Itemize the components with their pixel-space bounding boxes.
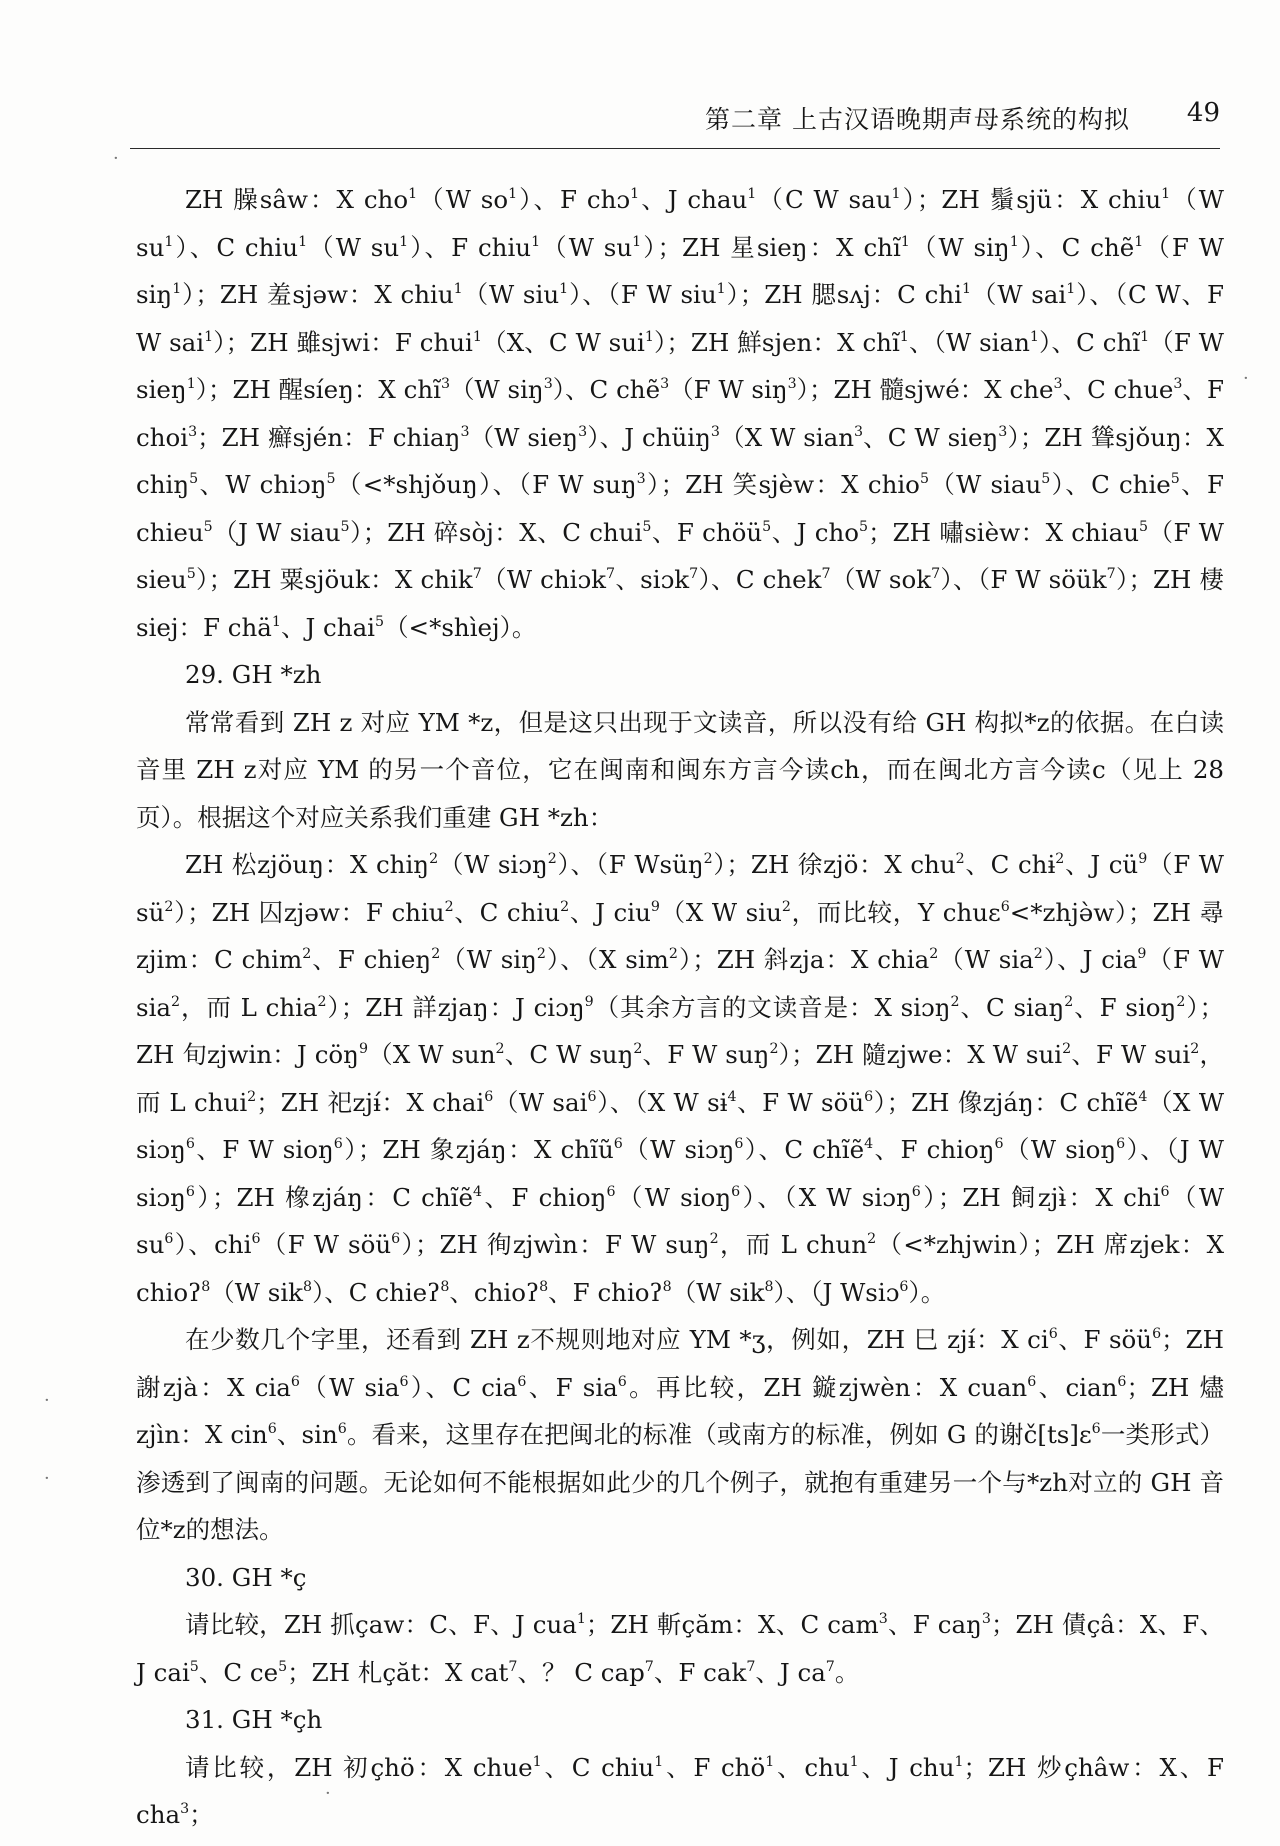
scan-speck: · (44, 1468, 50, 1489)
body-paragraph: 常常看到 ZH z 对应 YM *z，但是这只出现于文读音，所以没有给 GH 构拟*z的依据。在白读音里 ZH z对应 YM 的另一个音位，它在闽南和闽东方言今读ch，而在闽北方言今读c（见上 28 页）。根据这个对应关系我们重建 GH *zh： (136, 707, 1224, 832)
section-heading: 30. GH *ç (185, 1562, 307, 1592)
scan-speck: · (113, 148, 119, 169)
scan-speck: · (44, 1390, 50, 1411)
scan-speck: · (325, 1783, 331, 1804)
body-paragraph: 在少数几个字里，还看到 ZH z不规则地对应 YM *ʒ，例如，ZH 巳 zjɨ́：X $ci^6$、F söü$^6$；ZH 謝zjà：X cia$^6$（W sia$^6$）、C cia$^6$、F sia$^6$。再比较，ZH 鏇zjwèn：X cuan$^6$、cian$^6$；ZH 燼zjìn：X cin$^6$、$\sin^6$。看来，这里存在把闽北的标准（或南方的标准，例如 G 的谢č[ts]ɛ$^6$一类形式）渗透到了闽南的问题。无论如何不能根据如此少的几个例子，就抱有重建另一个与*zh对立的 GH 音位*z的想法。 (136, 1325, 1225, 1544)
page-body (136, 176, 1224, 1839)
chapter-title: 第二章 上古汉语晚期声母系统的构拟 (705, 105, 1130, 134)
running-header (130, 92, 1220, 149)
body-paragraph: 请比较，ZH 抓çaw：C、F、J cua$^1$；ZH 斬çăm：X、C cam$^3$、F caŋ$^3$；ZH 債çâ：X、F、J cai$^5$、C $ce^5$；ZH 札çăt：X cat$^7$、？ C cap$^7$、F cak$^7$、J $ca^7$。 (136, 1610, 1224, 1687)
body-paragraph: 请比较，ZH 初çhö：X chue$^1$、C chiu$^1$、F chö$^1$、chu$^1$、J chu$^1$；ZH 炒çhâw：X、F cha$^3$； (136, 1752, 1225, 1829)
page-number: 49 (1186, 98, 1220, 128)
dialect-entries-paragraph: ZH 松zjöuŋ：X chiŋ$^2$（W siɔŋ$^2$）、（F Wsüŋ$^2$）；ZH 徐zjö：X chu$^2$、C chɨ$^2$、J $cü^9(F$ W $sü^2$）；ZH 囚zjəw：F chiu$^2$、C chiu$^2$、J ciu$^9$（X W siu$^2$，而比较，Y chuɛ$^6$<*zhjə̀w）；ZH 尋zjim：C chim$^2$、F chieŋ$^2$（W siŋ$^2$）、（X sim$^2$）；ZH 斜zja：X chia$^2$（W sia$^2$）、J cia$^9$（F W sia$^2$，而 L chia$^2$）；ZH 詳zjaŋ：J ciɔŋ$^9$（其余方言的文读音是：X siɔŋ$^2$、C siaŋ$^2$、F sioŋ$^2$）；ZH 旬zjwin：J cöŋ$^9$（X W sun$^2$、C W suŋ$^2$、F W suŋ$^2$）；ZH 隨zjwe：X W sui$^2$、F W sui$^2$，而 L chui$^2$；ZH 祀zjɨ́：X chai$^6$（W sai$^6$）、（X W sɨ$^4$、F W söü$^6$）；ZH 像zjáŋ：C chĩẽ$^4$（X W siɔŋ$^6$、F W sioŋ$^6$）；ZH 象zjáŋ：X chĩũ$^6$（W siɔŋ$^6$）、C chĩẽ$^4$、F chioŋ$^6$（W sioŋ$^6$）、（J W siɔŋ$^6$）；ZH 橡zjáŋ：C chĩẽ$^4$、F chioŋ$^6$（W sioŋ$^6$）、（X W siɔŋ$^6$）；ZH 飼zjɨ̀：X chi$^6$（W $su^6$）、chi$^6$（F W söü$^6$）；ZH 徇zjwìn：F W suŋ$^2$，而 L chun$^2$（<*zhjwin）；ZH 席zjek：X chioʔ$^8$（W sik$^8$）、C chieʔ$^8$、chioʔ$^8$、F chioʔ$^8$（W sik$^8$）、（J Wsiɔ$^6$）。 (136, 850, 1225, 1307)
dialect-entries-paragraph: ZH 臊sâw：X cho$^1$（W $so^1$）、F chɔ$^1$、J chau$^1$（C W sau$^1$）；ZH 鬚sjü：X chiu$^1$（W $su^1$）、C chiu$^1$（W $su^1$）、F chiu$^1$（W $su^1$）；ZH 星sieŋ：X chĩ$^1$（W siŋ$^1$）、C chẽ$^1$（F W siŋ$^1$）；ZH 羞sjəw：X chiu$^1$（W siu$^1$）、（F W siu$^1$）；ZH 腮sʌj：C chi$^1$（W sai$^1$）、（C W、F W sai$^1$）；ZH 雖sjwi：F chui$^1$（X、C W sui$^1$）；ZH 鮮sjen：X chĩ$^1$、（W sian$^1$）、C chĩ$^1$（F W sieŋ$^1$）；ZH 醒síeŋ：X chĩ$^3$（W siŋ$^3$）、C chẽ$^3$（F W siŋ$^3$）；ZH 髓sjwé：X che$^3$、C chue$^3$、F choi$^3$；ZH 癬sjén：F chiaŋ$^3$（W sieŋ$^3$）、J chüiŋ$^3$（X W sian$^3$、C W sieŋ$^3$）；ZH 聳sjǒuŋ：X chiŋ$^5$、W chiɔŋ$^5$（<*shjǒuŋ）、（F W suŋ$^3$）；ZH 笑sjèw：X chio$^5$（W siau$^5$）、C chie$^5$、F chieu$^5$（J W siau$^5$）；ZH 碎sòj：X、C chui$^5$、F chöü$^5$、J cho$^5$；ZH 嘯sièw：X chiau$^5$（F W sieu$^5$）；ZH 粟sjöuk：X chik$^7$（W chiɔk$^7$、siɔk$^7$）、C chek$^7$（W sok$^7$）、（F W söük$^7$）；ZH 棲siej：F chä$^1$、J chai$^5$（<*shìej）。 (136, 185, 1224, 642)
scan-speck: · (1243, 368, 1249, 389)
section-heading: 29. GH *zh (185, 660, 322, 689)
section-heading: 31. GH *çh (185, 1705, 323, 1734)
